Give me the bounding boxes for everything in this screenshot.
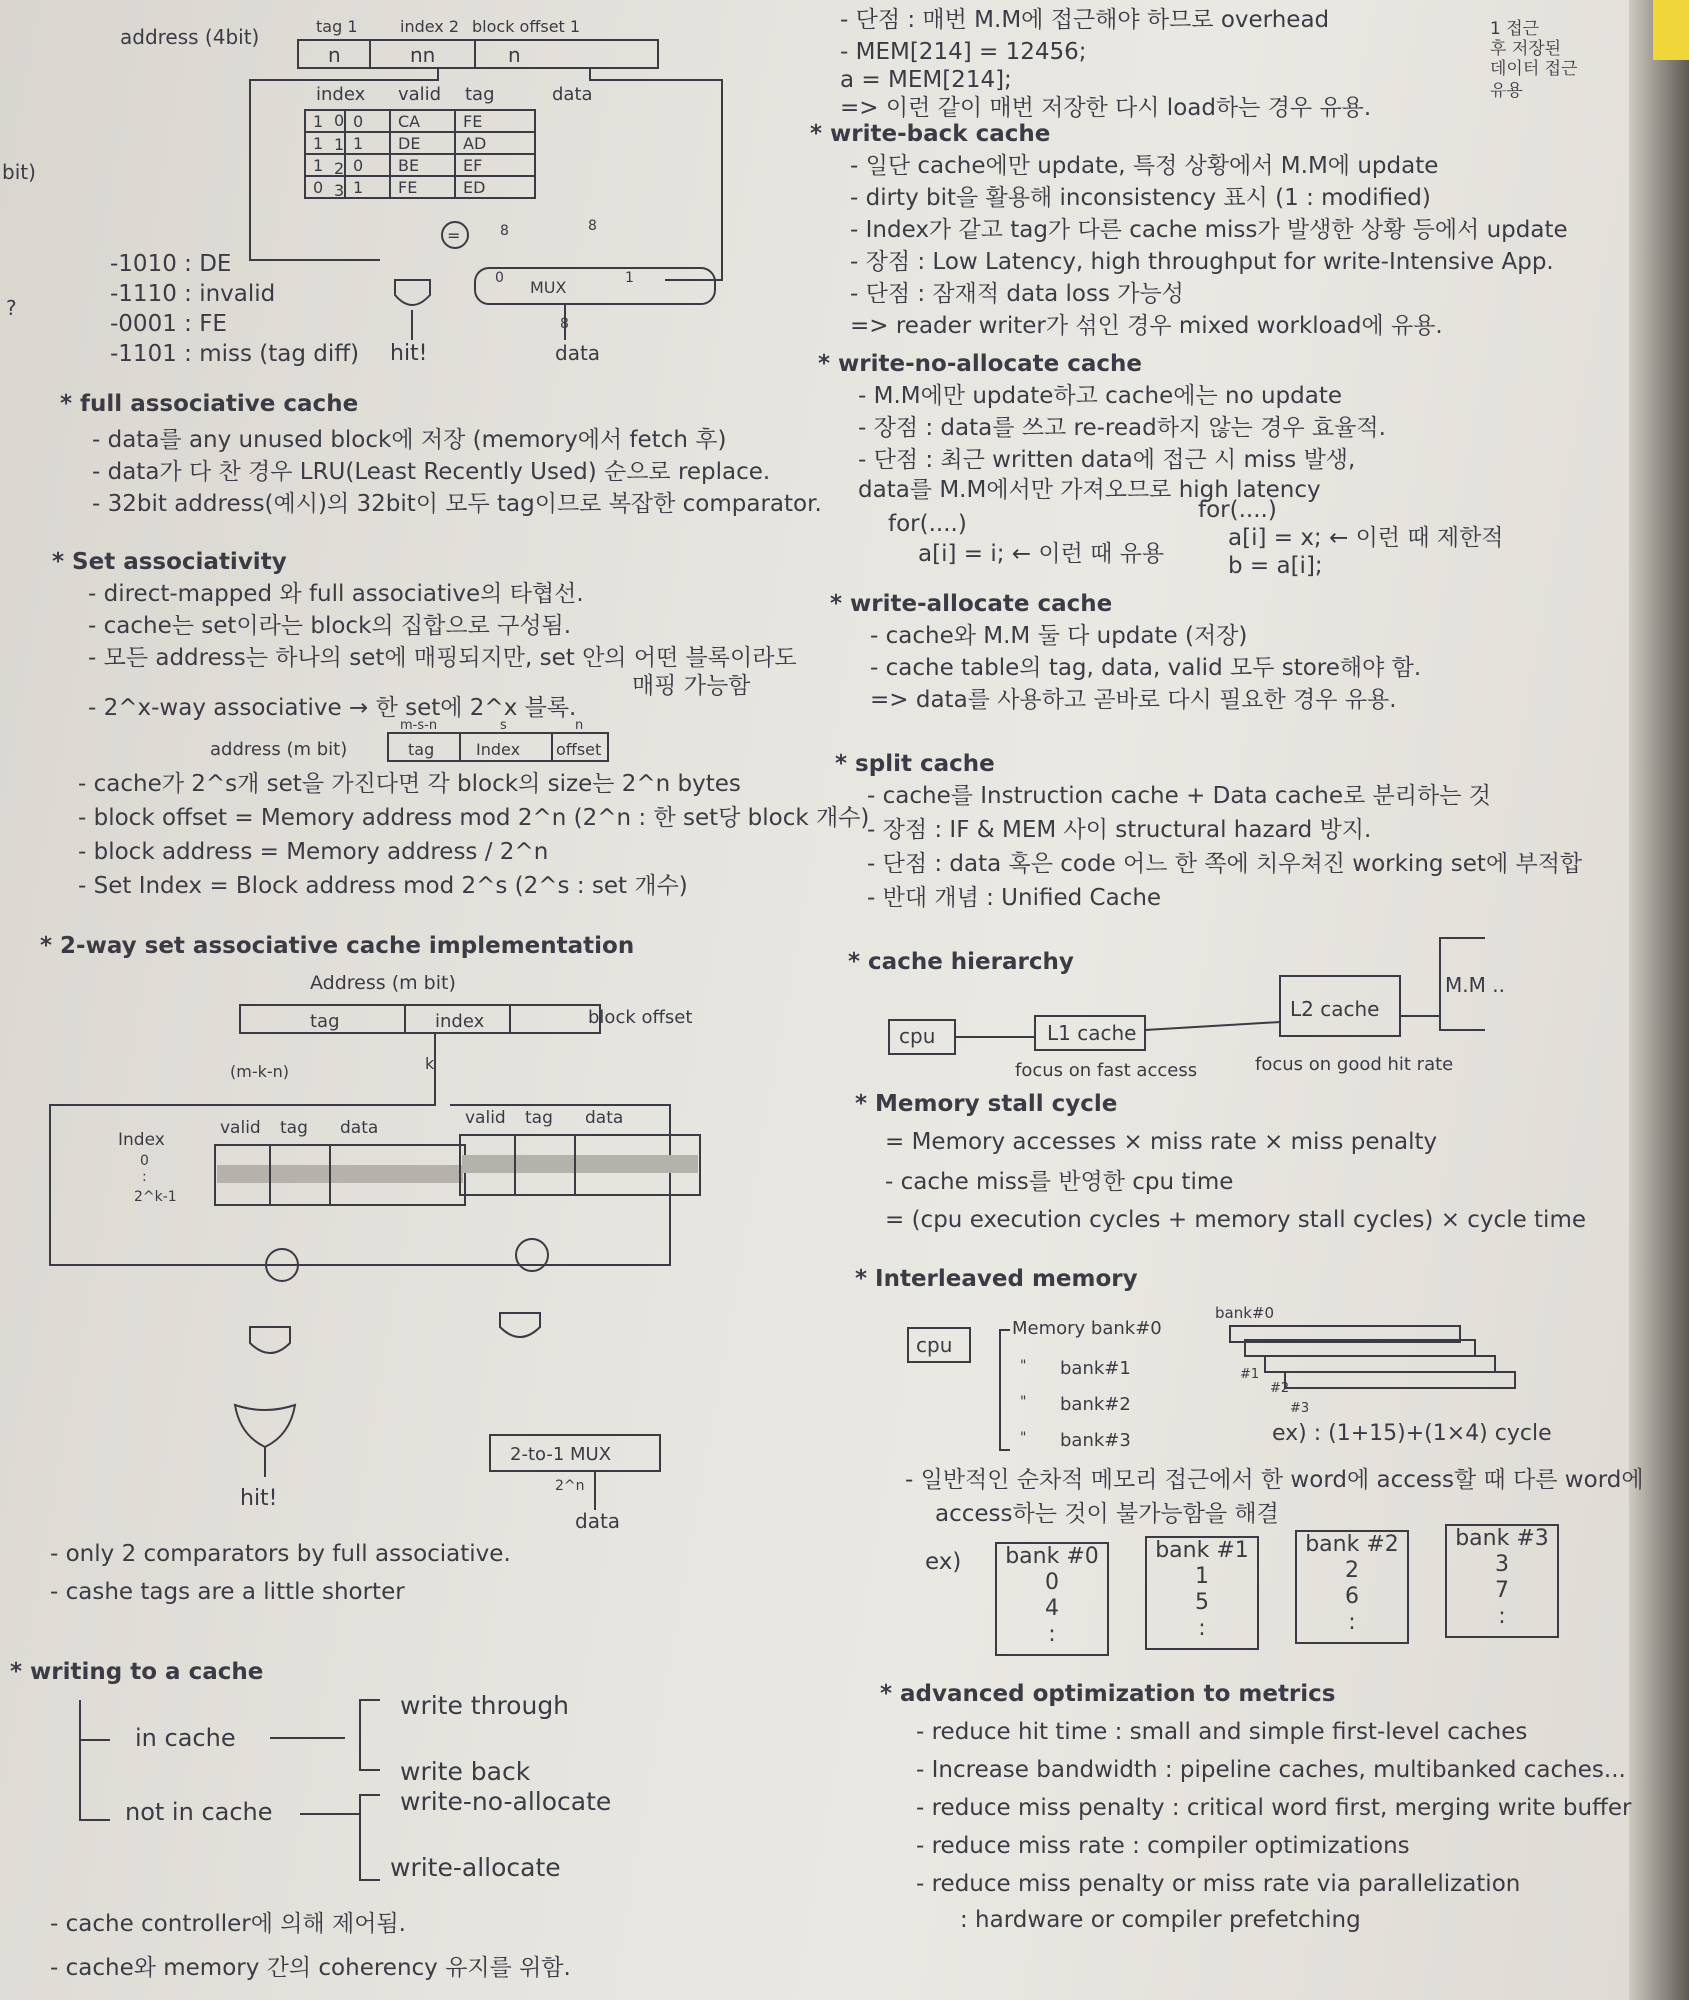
memory-bank-word: : bbox=[1198, 1616, 1206, 1641]
field-label: tag 1 bbox=[316, 17, 358, 36]
section-title: * writing to a cache bbox=[10, 1659, 264, 1685]
way-0-table bbox=[215, 1145, 465, 1205]
field-value: n bbox=[508, 43, 521, 67]
memory-bank-word: 0 bbox=[1045, 1570, 1059, 1595]
index-value: 1 bbox=[334, 135, 345, 154]
note-line: a = MEM[214]; bbox=[840, 67, 1012, 93]
hierarchy-note: focus on good hit rate bbox=[1255, 1054, 1454, 1075]
memory-bank-word: 7 bbox=[1495, 1578, 1509, 1603]
data-label: data bbox=[575, 1509, 621, 1533]
and-gate bbox=[250, 1327, 290, 1353]
l1-cache-label: L1 cache bbox=[1047, 1021, 1137, 1045]
note-line: - cashe tags are a little shorter bbox=[50, 1579, 405, 1605]
table-cell-border bbox=[345, 132, 390, 154]
note-line: data를 M.M에서만 가져오므로 high latency bbox=[858, 477, 1321, 503]
width-label: s bbox=[500, 718, 507, 733]
note-line: access하는 것이 불가능함을 해결 bbox=[935, 1501, 1279, 1527]
memory-bank-word: : bbox=[1048, 1622, 1056, 1647]
table-cell-border bbox=[345, 110, 390, 132]
table-cell: CA bbox=[398, 112, 421, 131]
note-line: => reader writer가 섞인 경우 mixed workload에 유용. bbox=[850, 313, 1443, 339]
write-policy-tree bbox=[60, 1690, 700, 1890]
two-way-cache-diagram bbox=[50, 965, 730, 1533]
write-allocate-option: write-allocate bbox=[390, 1853, 561, 1882]
note-line: - cache와 M.M 둘 다 update (저장) bbox=[870, 623, 1248, 649]
mux-input: 1 bbox=[625, 270, 634, 286]
section-title: * cache hierarchy bbox=[848, 949, 1074, 975]
cycle-example: ex) : (1+15)+(1×4) cycle bbox=[1272, 1421, 1552, 1446]
note-line: - 일단 cache에만 update, 특정 상황에서 M.M에 update bbox=[850, 153, 1439, 179]
note-line: => 이런 같이 매번 저장한 다시 load하는 경우 유용. bbox=[840, 95, 1372, 121]
code-line: for(....) bbox=[888, 511, 967, 537]
note-line: - 일반적인 순차적 메모리 접근에서 한 word에 access할 때 다른 word에 bbox=[905, 1467, 1644, 1493]
example-line: -1110 : invalid bbox=[110, 281, 276, 307]
field-value: n bbox=[328, 43, 341, 67]
write-back-option: write back bbox=[400, 1757, 531, 1786]
note-line: - 단점 : 잠재적 data loss 가능성 bbox=[850, 281, 1184, 307]
note-line: - 장점 : IF & MEM 사이 structural hazard 방지. bbox=[867, 817, 1372, 843]
memory-bank-word: 5 bbox=[1195, 1590, 1209, 1615]
note-line: - 단점 : data 혹은 code 어느 한 쪽에 치우쳐진 working set에 부적합 bbox=[867, 851, 1583, 877]
note-line: - M.M에만 update하고 cache에는 no update bbox=[858, 383, 1343, 409]
column-header: tag bbox=[465, 84, 495, 105]
ditto-mark: " bbox=[1020, 1394, 1027, 1410]
code-line: b = a[i]; bbox=[1228, 553, 1323, 579]
note-line: - reduce hit time : small and simple first-level caches bbox=[916, 1719, 1528, 1745]
index-value: : bbox=[142, 1169, 147, 1185]
bit-width: 2^n bbox=[555, 1478, 585, 1494]
margin-note: 데이터 접근 bbox=[1490, 59, 1578, 79]
memory-bank bbox=[1445, 1524, 1559, 1638]
note-line: - 장점 : Low Latency, high throughput for write-Intensive App. bbox=[850, 249, 1554, 275]
width-label: k bbox=[425, 1054, 435, 1073]
memory-bank-name: bank #1 bbox=[1155, 1538, 1249, 1563]
note-line: - cache를 Instruction cache + Data cache로 분리하는 것 bbox=[867, 783, 1491, 809]
table-cell: 1 bbox=[313, 134, 324, 153]
cpu-label: cpu bbox=[916, 1333, 953, 1357]
and-gate bbox=[500, 1313, 540, 1337]
note-line: - cache는 set이라는 block의 집합으로 구성됨. bbox=[88, 613, 572, 639]
example-line: -1010 : DE bbox=[110, 251, 232, 277]
hit-label: hit! bbox=[240, 1486, 278, 1511]
width-label: n bbox=[575, 718, 584, 733]
table-cell: FE bbox=[463, 112, 483, 131]
note-line: - 반대 개념 : Unified Cache bbox=[867, 885, 1162, 911]
note-line: - 단점 : 최근 written data에 접근 시 miss 발생, bbox=[858, 447, 1356, 473]
interleaved-memory-diagram bbox=[900, 1300, 1552, 1460]
table-cell: BE bbox=[398, 156, 420, 175]
mux-box bbox=[475, 268, 715, 304]
cpu-label: cpu bbox=[899, 1024, 936, 1048]
in-cache-label: in cache bbox=[135, 1724, 236, 1752]
address-box bbox=[298, 40, 658, 68]
column-header: tag bbox=[525, 1108, 553, 1128]
memory-bank-word: 2 bbox=[1345, 1558, 1359, 1583]
code-line: a[i] = i; ← 이런 때 유용 bbox=[918, 541, 1165, 567]
mux-label: 2-to-1 MUX bbox=[510, 1444, 612, 1465]
column-header: Index bbox=[118, 1130, 165, 1150]
note-line: 매핑 가능함 bbox=[632, 673, 751, 699]
bank-label: bank#1 bbox=[1060, 1358, 1131, 1379]
ex-label: ex) bbox=[925, 1549, 962, 1575]
address-label: address (m bit) bbox=[210, 739, 348, 760]
index-value: 0 bbox=[334, 111, 345, 130]
note-line: - 모든 address는 하나의 set에 매핑되지만, set 안의 어떤 블록이라도 bbox=[88, 645, 797, 671]
column-header: valid bbox=[465, 1108, 506, 1128]
table-cell: 1 bbox=[353, 134, 364, 153]
table-cell: 1 bbox=[313, 112, 324, 131]
bank-mark: #2 bbox=[1270, 1381, 1290, 1396]
table-cell: 1 bbox=[353, 178, 364, 197]
main-memory-label: M.M .. bbox=[1445, 973, 1505, 997]
bit-width: 8 bbox=[560, 316, 569, 332]
margin-note: ? bbox=[6, 296, 17, 320]
note-line: - data를 any unused block에 저장 (memory에서 fetch 후) bbox=[92, 427, 727, 453]
note-line: - 2^x-way associative → 한 set에 2^x 블록. bbox=[88, 695, 577, 721]
column-header: index bbox=[316, 84, 366, 105]
margin-note: bit) bbox=[2, 160, 36, 184]
way-1-table bbox=[460, 1135, 700, 1195]
section-title: * Set associativity bbox=[52, 549, 287, 575]
field-label: tag bbox=[408, 740, 435, 759]
table-cell: 0 bbox=[313, 178, 324, 197]
ditto-mark: " bbox=[1020, 1430, 1027, 1446]
not-in-cache-label: not in cache bbox=[125, 1798, 273, 1826]
section-title: * advanced optimization to metrics bbox=[880, 1681, 1336, 1707]
note-line: : hardware or compiler prefetching bbox=[960, 1907, 1361, 1933]
note-line: - dirty bit을 활용해 inconsistency 표시 (1 : modified) bbox=[850, 185, 1431, 211]
width-label: m-s-n bbox=[400, 718, 438, 733]
field-label: Index bbox=[476, 740, 521, 759]
cache-hierarchy-diagram bbox=[885, 930, 1505, 1081]
table-cell: 1 bbox=[313, 156, 324, 175]
memory-bank-word: 3 bbox=[1495, 1552, 1509, 1577]
note-line: = Memory accesses × miss rate × miss penalty bbox=[885, 1129, 1438, 1155]
section-title: * Memory stall cycle bbox=[855, 1091, 1118, 1117]
memory-bank-word: : bbox=[1348, 1610, 1356, 1635]
address-box bbox=[240, 1005, 600, 1033]
section-title: * write-back cache bbox=[810, 121, 1051, 147]
table-cell: ED bbox=[463, 178, 486, 197]
note-line: - block offset = Memory address mod 2^n (2^n : 한 set당 block 개수) bbox=[78, 805, 870, 831]
column-header: valid bbox=[220, 1118, 261, 1138]
width-label: (m-k-n) bbox=[230, 1062, 290, 1081]
bank-mark: bank#0 bbox=[1215, 1304, 1275, 1322]
bit-width: 8 bbox=[588, 218, 597, 234]
section-title: * Interleaved memory bbox=[855, 1266, 1138, 1292]
table-cell: EF bbox=[463, 156, 483, 175]
code-line: for(....) bbox=[1198, 497, 1277, 523]
index-value: 3 bbox=[334, 181, 345, 200]
note-line: - block address = Memory address / 2^n bbox=[78, 839, 549, 865]
example-line: -0001 : FE bbox=[110, 311, 227, 337]
table-cell-border bbox=[345, 154, 390, 176]
section-title: * full associative cache bbox=[60, 391, 359, 417]
table-cell-border bbox=[345, 176, 390, 198]
hit-label: hit! bbox=[390, 341, 428, 366]
memory-bank bbox=[995, 1542, 1109, 1656]
note-line: - data가 다 찬 경우 LRU(Least Recently Used) 순으로 replace. bbox=[92, 459, 771, 485]
bank-label: Memory bank#0 bbox=[1012, 1318, 1162, 1339]
note-line: => data를 사용하고 곧바로 다시 필요한 경우 유용. bbox=[870, 687, 1397, 713]
margin-note: 후 저장된 bbox=[1490, 39, 1562, 59]
note-line: - cache가 2^s개 set을 가진다면 각 block의 size는 2^n bytes bbox=[78, 771, 741, 797]
section-title: * split cache bbox=[835, 751, 995, 777]
memory-bank bbox=[1145, 1536, 1259, 1650]
table-cell: AD bbox=[463, 134, 487, 153]
memory-bank-word: 6 bbox=[1345, 1584, 1359, 1609]
or-gate bbox=[235, 1405, 295, 1447]
page-edge-shadow bbox=[1629, 0, 1689, 2000]
sticky-note bbox=[1653, 0, 1689, 60]
section-title: * write-no-allocate cache bbox=[818, 351, 1142, 377]
comparator bbox=[516, 1239, 548, 1271]
bit-width: 8 bbox=[500, 223, 509, 239]
index-value: 2 bbox=[334, 159, 345, 178]
table-cell: FE bbox=[398, 178, 418, 197]
write-no-allocate-option: write-no-allocate bbox=[400, 1787, 612, 1816]
timing-bars bbox=[1230, 1326, 1515, 1388]
memory-bank-name: bank #3 bbox=[1455, 1526, 1549, 1551]
note-line: - Index가 같고 tag가 다른 cache miss가 발생한 상황 등에서 update bbox=[850, 217, 1568, 243]
comparator-symbol: = bbox=[447, 226, 461, 245]
table-cell: DE bbox=[398, 134, 421, 153]
note-line: - Set Index = Block address mod 2^s (2^s : set 개수) bbox=[78, 873, 688, 899]
index-value: 0 bbox=[140, 1153, 149, 1169]
mux-label: MUX bbox=[530, 278, 567, 297]
bank-mark: #3 bbox=[1290, 1401, 1310, 1416]
field-label: block offset 1 bbox=[472, 17, 581, 36]
memory-bank-name: bank #0 bbox=[1005, 1544, 1099, 1569]
table-cell: 0 bbox=[353, 156, 364, 175]
note-line: - Increase bandwidth : pipeline caches, multibanked caches... bbox=[916, 1757, 1626, 1783]
and-gate bbox=[395, 280, 430, 305]
field-label: index 2 bbox=[400, 17, 460, 36]
field-value: nn bbox=[410, 43, 436, 67]
note-line: - reduce miss penalty : critical word first, merging write buffer bbox=[916, 1795, 1632, 1821]
memory-bank-word: 1 bbox=[1195, 1564, 1209, 1589]
bank-mark: #1 bbox=[1240, 1367, 1260, 1382]
field-label: tag bbox=[310, 1011, 340, 1032]
block-offset-label: block offset bbox=[588, 1007, 693, 1028]
write-through-option: write through bbox=[400, 1691, 570, 1720]
mux-input: 0 bbox=[495, 270, 504, 286]
column-header: tag bbox=[280, 1118, 308, 1138]
set-assoc-address-diagram bbox=[210, 715, 630, 765]
data-label: data bbox=[555, 341, 601, 365]
memory-bank-name: bank #2 bbox=[1305, 1532, 1399, 1557]
example-line: -1101 : miss (tag diff) bbox=[110, 341, 360, 367]
note-line: - cache controller에 의해 제어됨. bbox=[50, 1911, 406, 1937]
field-label: index bbox=[435, 1011, 485, 1032]
note-line: - cache miss를 반영한 cpu time bbox=[885, 1169, 1234, 1195]
bank-label: bank#3 bbox=[1060, 1430, 1131, 1451]
note-line: - only 2 comparators by full associative. bbox=[50, 1541, 511, 1567]
section-title: * 2-way set associative cache implementation bbox=[40, 933, 635, 959]
address-label: address (4bit) bbox=[120, 25, 260, 49]
column-header: valid bbox=[398, 84, 442, 105]
note-line: - MEM[214] = 12456; bbox=[840, 39, 1087, 65]
code-line: a[i] = x; ← 이런 때 제한적 bbox=[1228, 525, 1504, 551]
note-line: - reduce miss penalty or miss rate via parallelization bbox=[916, 1871, 1521, 1897]
note-line: - direct-mapped 와 full associative의 타협선. bbox=[88, 581, 584, 607]
ditto-mark: " bbox=[1020, 1358, 1027, 1374]
address-label: Address (m bit) bbox=[310, 972, 456, 994]
field-label: offset bbox=[556, 740, 602, 759]
column-header: data bbox=[585, 1108, 624, 1128]
margin-note: 1 접근 bbox=[1490, 19, 1540, 39]
column-header: data bbox=[340, 1118, 379, 1138]
note-line: = (cpu execution cycles + memory stall cycles) × cycle time bbox=[885, 1207, 1587, 1233]
l2-cache-label: L2 cache bbox=[1290, 997, 1380, 1021]
note-line: - cache table의 tag, data, valid 모두 store해야 함. bbox=[870, 655, 1422, 681]
memory-bank-word: : bbox=[1498, 1604, 1506, 1629]
note-line: - 장점 : data를 쓰고 re-read하지 않는 경우 효율적. bbox=[858, 415, 1386, 441]
note-line: - cache와 memory 간의 coherency 유지를 위함. bbox=[50, 1955, 571, 1981]
hierarchy-note: focus on fast access bbox=[1015, 1060, 1198, 1081]
memory-bank-word: 4 bbox=[1045, 1596, 1059, 1621]
note-line: - 32bit address(예시)의 32bit이 모두 tag이므로 복잡한 comparator. bbox=[92, 491, 822, 517]
memory-bank bbox=[1295, 1530, 1409, 1644]
note-line: - 단점 : 매번 M.M에 접근해야 하므로 overhead bbox=[840, 7, 1330, 33]
table-cell: 0 bbox=[353, 112, 364, 131]
section-title: * write-allocate cache bbox=[830, 591, 1113, 617]
bank-label: bank#2 bbox=[1060, 1394, 1131, 1415]
column-header: data bbox=[552, 84, 593, 105]
index-value: 2^k-1 bbox=[134, 1189, 177, 1205]
note-line: - reduce miss rate : compiler optimizations bbox=[916, 1833, 1410, 1859]
margin-note: 유용 bbox=[1490, 81, 1523, 101]
